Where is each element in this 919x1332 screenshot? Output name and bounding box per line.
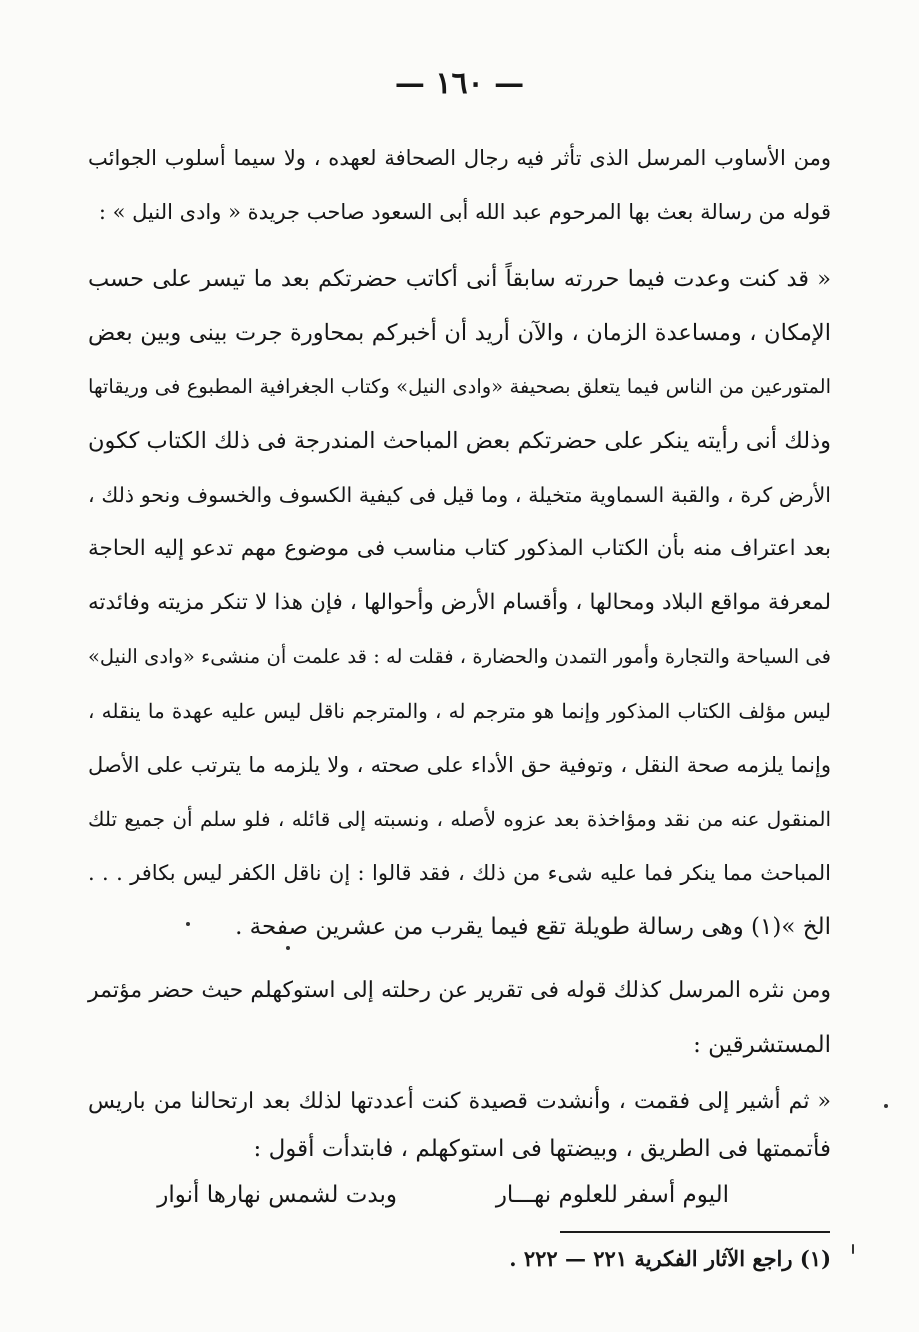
paragraph-4-line-1: « ثم أشير إلى فقمت ، وأنشدت قصيدة كنت أعددتها لذلك بعد ارتحالنا من باريس: [88, 1089, 831, 1114]
paragraph-2-line-11: المنقول عنه من نقد ومؤاخذة بعد عزوه لأصله ، ونسبته إلى قائله ، فلو سلم أن جميع تلك: [88, 807, 832, 831]
paragraph-2-line-1: « قد كنت وعدت فيما حررته سابقاً أنى أكاتب حضرتكم بعد ما تيسر على حسب: [88, 266, 831, 292]
paragraph-2-line-9: ليس مؤلف الكتاب المذكور وإنما هو مترجم له ، والمترجم ناقل ليس عليه عهدة ما ينقله ،: [88, 699, 831, 723]
paragraph-2-line-10: وإنما يلزمه صحة النقل ، وتوفية حق الأداء على صحته ، ولا يلزمه ما يترتب على الأصل: [88, 753, 831, 777]
scan-speck: [286, 946, 290, 950]
footnote: (١) راجع الآثار الفكرية ٢٢١ — ٢٢٢ .: [509, 1246, 831, 1271]
paragraph-2-line-7: لمعرفة مواقع البلاد ومحالها ، وأقسام الأرض وأحوالها ، فإن هذا لا تنكر مزيته وفائدته: [88, 590, 831, 615]
footnote-separator: [560, 1231, 830, 1233]
paragraph-3-line-1: ومن نثره المرسل كذلك قوله فى تقرير عن رحلته إلى استوكهلم حيث حضر مؤتمر: [88, 978, 831, 1003]
paragraph-2-line-3: المتورعين من الناس فيما يتعلق بصحيفة «وادى النيل» وكتاب الجغرافية المطبوع فى وريقاتها: [88, 375, 831, 398]
poem-hemistich-right: اليوم أسفر للعلوم نهـــار: [495, 1182, 729, 1208]
paragraph-2-line-2: الإمكان ، ومساعدة الزمان ، والآن أريد أن أخبركم بمحاورة جرت بينى وبين بعض: [88, 320, 831, 346]
paragraph-4-line-2: فأتممتها فى الطريق ، وبيضتها فى استوكهلم ، فابتدأت أقول :: [253, 1136, 831, 1162]
scan-speck: [186, 922, 190, 926]
paragraph-2-line-5: الأرض كرة ، والقبة السماوية متخيلة ، وما قيل فى كيفية الكسوف والخسوف ونحو ذلك ،: [88, 483, 831, 507]
paragraph-2-line-13: الخ »(١) وهى رسالة طويلة تقع فيما يقرب من عشرين صفحة .: [235, 914, 831, 940]
paragraph-2-line-4: وذلك أنى رأيته ينكر على حضرتكم بعض المباحث المندرجة فى ذلك الكتاب ككون: [88, 428, 831, 454]
paragraph-3-line-2: المستشرقين :: [693, 1032, 831, 1058]
poem-hemistich-left: وبدت لشمس نهارها أنوار: [157, 1182, 397, 1208]
paragraph-1-line-1: ومن الأساوب المرسل الذى تأثر فيه رجال الصحافة لعهده ، ولا سيما أسلوب الجوائب: [88, 146, 831, 170]
scan-speck: [884, 1104, 888, 1108]
paragraph-1-line-2: قوله من رسالة بعث بها المرحوم عبد الله أبى السعود صاحب جريدة « وادى النيل » :: [98, 200, 831, 224]
paragraph-2-line-12: المباحث مما ينكر فما عليه شىء من ذلك ، فقد قالوا : إن ناقل الكفر ليس بكافر . . .: [88, 861, 831, 885]
page-number: — ١٦٠ —: [394, 66, 525, 101]
scan-speck: [852, 1244, 854, 1254]
paragraph-2-line-8: فى السياحة والتجارة وأمور التمدن والحضارة ، فقلت له : قد علمت أن منشىء «وادى النيل»: [88, 645, 831, 668]
paragraph-2-line-6: بعد اعتراف منه بأن الكتاب المذكور كتاب مناسب فى موضوع مهم تدعو إليه الحاجة: [88, 536, 831, 561]
